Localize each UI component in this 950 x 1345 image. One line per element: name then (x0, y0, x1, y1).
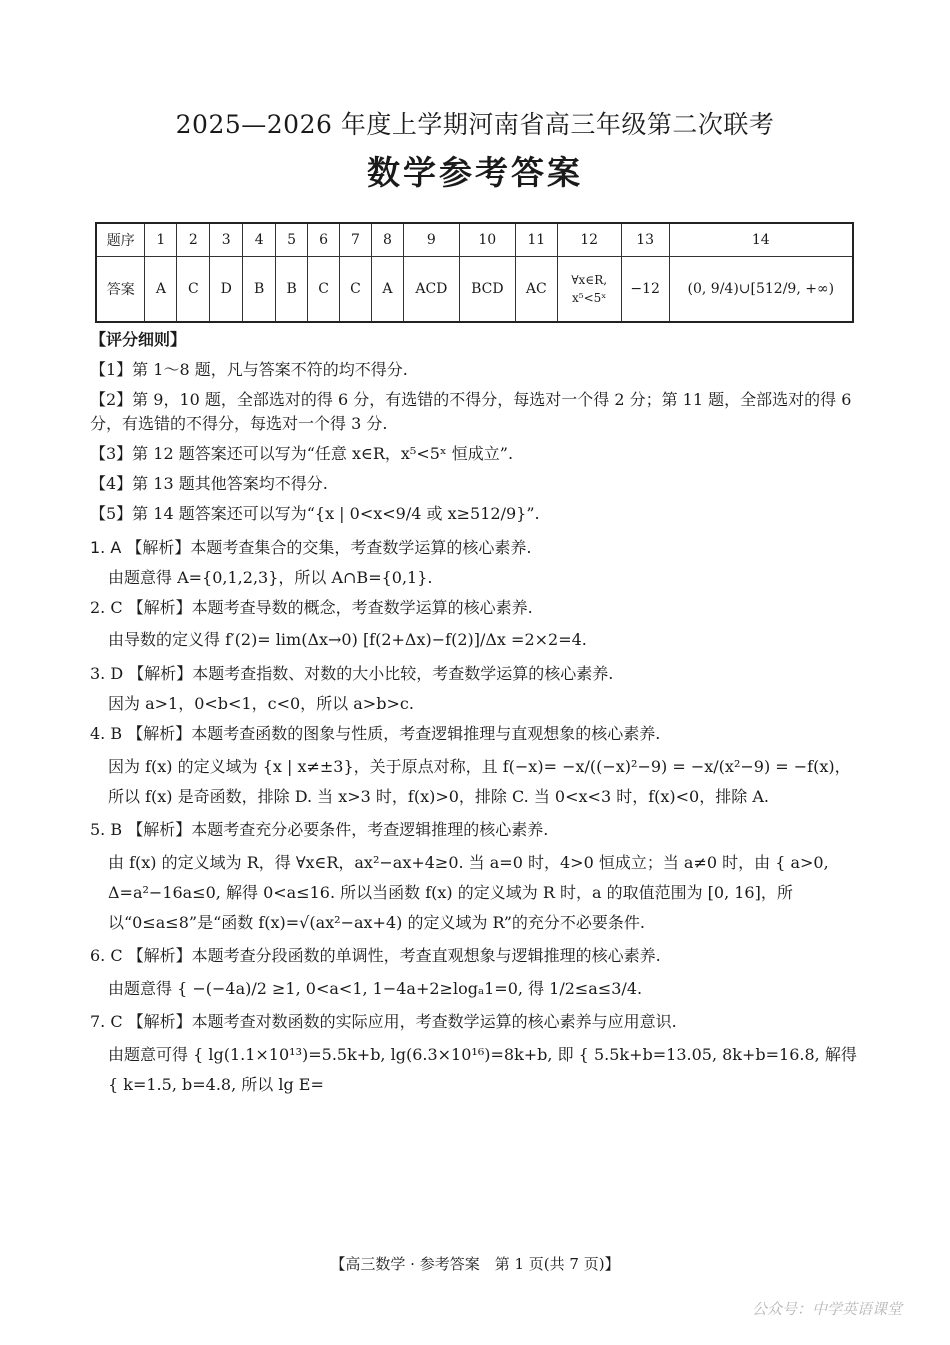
question-number: 6 (308, 223, 340, 257)
row-label: 答案 (96, 257, 145, 323)
exam-title: 2025—2026 年度上学期河南省高三年级第二次联考 (175, 110, 775, 139)
solution-heading: 1. A 【解析】本题考查集合的交集，考查数学运算的核心素养. (90, 538, 532, 557)
solution-text: 因为 f(x) 的定义域为 {x | x≠±3}，关于原点对称，且 f(−x)= −x/((−x)²−9) = −x/(x²−9) = −f(x)，所以 f(x) 是奇函数，排除 D. 当 x>3 时，f(x)>0，排除 C. 当 0<x<3 时，f(x)<0，排除 A. (108, 757, 851, 806)
solution-item (90, 596, 865, 652)
question-number: 8 (371, 223, 403, 257)
question-number: 4 (243, 223, 276, 257)
page-title: 数学参考答案 (367, 153, 583, 192)
question-number: 13 (621, 223, 669, 257)
answer-table (95, 222, 854, 323)
answer-cell: BCD (459, 257, 515, 323)
answer-cell: B (243, 257, 276, 323)
solution-item (90, 1010, 865, 1100)
solution-text: 由题意可得 { lg(1.1×10¹³)=5.5k+b, lg(6.3×10¹⁶)=8k+b, 即 { 5.5k+b=13.05, 8k+b=16.8, 解得 { k=1.5, b=4.8, 所以 lg E= (108, 1045, 857, 1094)
answer-cell: ACD (403, 257, 459, 323)
answer-cell: AC (515, 257, 557, 323)
question-number: 9 (403, 223, 459, 257)
solution-item (90, 818, 865, 938)
solution-heading: 7. C 【解析】本题考查对数函数的实际应用，考查数学运算的核心素养与应用意识. (90, 1012, 677, 1031)
question-number: 10 (459, 223, 515, 257)
solution-heading: 3. D 【解析】本题考查指数、对数的大小比较，考查数学运算的核心素养. (90, 664, 614, 683)
table-row (96, 223, 853, 257)
grading-rule: 【2】第 9，10 题，全部选对的得 6 分，有选错的不得分，每选对一个得 2 分；第 11 题，全部选对的得 6 分，有选错的不得分，每选对一个得 3 分. (90, 390, 852, 433)
answer-cell: −12 (621, 257, 669, 323)
answer-cell: B (276, 257, 308, 323)
solution-text: 由题意得 A={0,1,2,3}，所以 A∩B={0,1}. (108, 568, 433, 587)
answer-cell: C (340, 257, 372, 323)
answer-cell: A (371, 257, 403, 323)
grading-heading: 【评分细则】 (90, 330, 187, 349)
grading-rule: 【3】第 12 题答案还可以写为“任意 x∈R，x⁵<5ˣ 恒成立”. (90, 444, 514, 463)
question-number: 3 (210, 223, 243, 257)
question-number: 12 (557, 223, 621, 257)
row-label: 题序 (96, 223, 145, 257)
solution-text: 因为 a>1，0<b<1，c<0，所以 a>b>c. (108, 694, 414, 713)
question-number: 11 (515, 223, 557, 257)
content-body (90, 328, 865, 1106)
solution-text: 由题意得 { −(−4a)/2 ≥1, 0<a<1, 1−4a+2≥logₐ1=0, 得 1/2≤a≤3/4. (108, 979, 643, 998)
solution-text: 由导数的定义得 f′(2)= lim(Δx→0) [f(2+Δx)−f(2)]/Δx =2×2=4. (108, 630, 587, 649)
answer-cell: A (145, 257, 177, 323)
solution-text: 由 f(x) 的定义域为 R，得 ∀x∈R，ax²−ax+4≥0. 当 a=0 时，4>0 恒成立；当 a≠0 时，由 { a>0, Δ=a²−16a≤0, 解得 0<a≤16. 所以当函数 f(x) 的定义域为 R 时，a 的取值范围为 [0, 16]，所以“0≤a≤8”是“函数 f(x)=√(ax²−ax+4) 的定义域为 R”的充分不必要条件. (108, 853, 829, 932)
question-number: 2 (177, 223, 210, 257)
grading-rule: 【1】第 1～8 题，凡与答案不符的均不得分. (90, 360, 408, 379)
table-row (96, 257, 853, 323)
question-number: 1 (145, 223, 177, 257)
solution-heading: 2. C 【解析】本题考查导数的概念，考查数学运算的核心素养. (90, 598, 533, 617)
page-footer: 【高三数学 · 参考答案 第 1 页(共 7 页)】 (330, 1255, 620, 1273)
grading-rule: 【4】第 13 题其他答案均不得分. (90, 474, 328, 493)
grading-rule: 【5】第 14 题答案还可以写为“{x | 0<x<9/4 或 x≥512/9}”. (90, 504, 540, 523)
solution-heading: 5. B 【解析】本题考查充分必要条件，考查逻辑推理的核心素养. (90, 820, 549, 839)
solution-heading: 6. C 【解析】本题考查分段函数的单调性，考查直观想象与逻辑推理的核心素养. (90, 946, 661, 965)
answer-cell: C (308, 257, 340, 323)
answer-cell: (0, 9/4)∪[512/9, +∞) (669, 257, 853, 323)
answer-cell: ∀x∈R, x⁵<5ˣ (557, 257, 621, 323)
answer-cell: C (177, 257, 210, 323)
solution-heading: 4. B 【解析】本题考查函数的图象与性质，考查逻辑推理与直观想象的核心素养. (90, 724, 661, 743)
watermark: 公众号：中学英语课堂 (751, 1300, 902, 1318)
question-number: 5 (276, 223, 308, 257)
solution-item (90, 536, 865, 590)
answer-cell: D (210, 257, 243, 323)
question-number: 14 (669, 223, 853, 257)
solution-item (90, 662, 865, 716)
solution-item (90, 944, 865, 1004)
question-number: 7 (340, 223, 372, 257)
solution-item (90, 722, 865, 812)
